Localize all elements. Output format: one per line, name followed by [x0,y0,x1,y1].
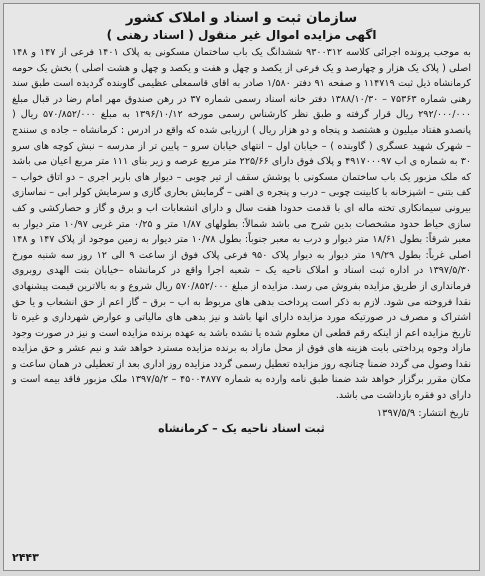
publication-date: تاریخ انتشار: ۱۳۹۷/۵/۹ [376,407,469,419]
notice-title: اگهی مزایده اموال غیر منقول ( اسناد رهنی ) [106,28,377,42]
auction-notice [3,3,480,571]
issuing-office: ثبت اسناد ناحیه یک – کرمانشاه [158,421,325,435]
org-title: سازمان ثبت و اسناد و املاک کشور [125,10,358,26]
notice-body-text: به موجب پرونده اجرائی کلاسه ۹۳۰۰۳۱۲ ششدانگ یک باب ساختمان مسکونی به پلاک ۱۴۰۱ فرعی از ۱۴۷ و ۱۴۸ اصلی ( پلاک یک هزار و چهارصد و یک فرعی از یکصد و چهل و هفت و یکصد و چهل و هشت اصلی ) بخش یک حومه کرمانشاه ذیل ثبت ۱۱۴۷۱۹ و صفحه ۹۱ دفتر ۱/۵۸۰ صادر به اقای قاسمعلی عظیمی گاوبنده گردیده است طبق سند رهنی شماره ۷۵۳۶۳ – ۱۳۸۸/۱۰/۳۰ دفتر خانه اسناد رسمی شماره ۳۷ در رهن صندوق مهر امام رضا در قبال مبلغ ۲۹۲/۰۰۰/۰۰۰ ریال قرار گرفته و طبق نظر کارشناس رسمی مورخه ۱۳۹۶/۱۰/۱۲ به مبلغ ۵۷۰/۸۵۲/۰۰۰ ریال ( پانصدو هفتاد میلیون و هشتصد و پنجاه و دو هزار ریال ) ارزیابی شده که واقع در ادرس : کرمانشاه – جاده ی سنندج – شهرک شهید عسگری ( گاوبنده ) – خیابان اول – انتهای خیابان سرو – پایین تر از مدرسه – نبش کوچه های سرو ۳۰ به شماره ی اب ۴۹۱۷۰۰۰۹۷ و پلاک فوق دارای ۲۲۵/۶۶ متر مربع عرصه و زیر بنای ۱۱۱ متر مربع اعیان می باشد که ملک مزبور یک باب ساختمان مسکونی با پوشش سقف از تیر چوبی – دیوار های باربر اجری – دو اتاق خواب – کف بتنی – اشپزخانه با کابینت چوبی – درب و پنجره ی اهنی – گرمایش بخاری گازی و سرمایش کولر ابی – نماسازی بیرونی سیمانکاری تخته ماله ای با قدمت حدودا هفت سال و دارای انشعابات اب و برق و گاز و حصارکشی و کف سازی حیاط حدود مشخصات بدین شرح می باشد شمالاً: بطولهای ۱/۸۷ متر و ۰/۲۵ متر غربی ۱۰/۹۷ متر دیوار به معبر شرقاً: بطول ۱۸/۶۱ متر دیوار و درب به معبر جنوباً: بطول ۱۰/۷۸ متر دیوار به زمین موجود از پلاک ۱۴۷ و ۱۴۸ اصلی غرباً: بطول ۱۹/۲۹ متر دیوار به دیوار پلاک ۹۵۰ فرعی پلاک فوق از ساعت ۹ الی ۱۲ روز سه شنبه مورخ ۱۳۹۷/۵/۳۰ در اداره ثبت اسناد و املاک ناحیه یک – شعبه اجرا واقع در کرمانشاه –خیابان بنت الهدی روبروی فرمانداری از طریق مزایده بفروش می رسد. مزایده از مبلغ ۵۷۰/۸۵۲/۰۰۰ ریال شروع و به بالاترین قیمت پیشنهادی نقدا فروخته می شود. لازم به ذکر است پرداخت بدهی های مربوط به اب – برق – گاز اعم از حق انشعاب و یا حق اشتراک و مصرف در صورتیکه مورد مزایده دارای انها باشد و نیز بدهی های مالیاتی و عوارض شهرداری و غیره تا تاریخ مزایده اعم از اینکه رقم قطعی ان معلوم شده یا نشده باشد به عهده برنده مزایده است و نیز در صورت وجود مازاد وجوه پرداختی بابت هزینه های فوق از محل مازاد به برنده مزایده مسترد خواهد شد و نیم عشر و حق مزایده نقدا وصول می گردد ضمنا چنانچه روز مزایده تعطیل رسمی گردد مزایده روز اداری بعد از تعطیلی در همان ساعت و مکان مقرر برگزار خواهد شد ضمنا طبق نامه وارده به شماره ۴۵۰۰۴۸۷۷ – ۱۳۹۷/۵/۲ ملک مزبور فاقد بیمه است و دارای دو فقره بازداشت می باشد. [12,47,472,402]
notice-code: ۲۴۴۳ [12,551,39,564]
notice-body [4,45,479,404]
